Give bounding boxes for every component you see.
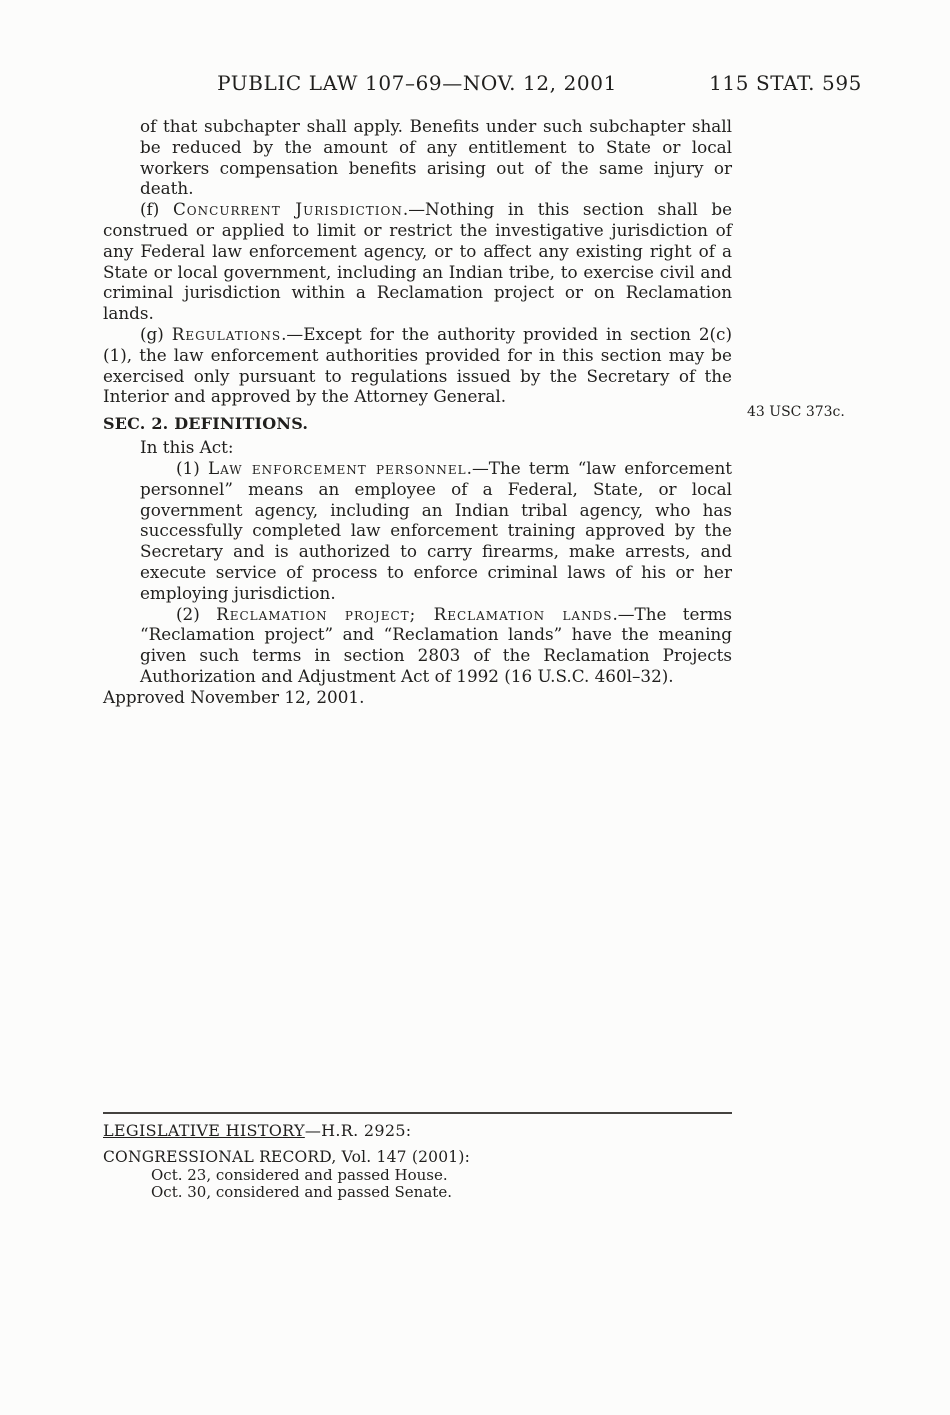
statute-body-column (103, 116, 732, 708)
stat-page-number: 115 STAT. 595 (709, 71, 862, 95)
congressional-record-line: CONGRESSIONAL RECORD, Vol. 147 (2001): (103, 1148, 471, 1166)
record-entry-senate: Oct. 30, considered and passed Senate. (151, 1182, 452, 1201)
act-intro-line: In this Act: (140, 437, 234, 458)
legislative-history-label: LEGISLATIVE HISTORY (103, 1121, 305, 1140)
legislative-history-rule (103, 1112, 732, 1114)
bill-number-label: —H.R. 2925: (304, 1121, 412, 1140)
legislative-history-heading (103, 1121, 732, 1140)
us-code-margin-note: 43 USC 373c. (747, 404, 845, 420)
record-entry-house: Oct. 23, considered and passed House. (151, 1166, 448, 1184)
paragraph-f-concurrent-jurisdiction: (f) Concurrent Jurisdiction.—Nothing in this section shall be construed or applied to limit or restrict the investigative jurisdiction of any Federal law enforcement agency, or to affect any existing right of a State or local government, including an Indian tribe, to exercise civil and criminal jurisdiction within a Reclamation project or on Reclamation lands. (103, 199, 733, 324)
section-2-heading: SEC. 2. DEFINITIONS. (103, 414, 309, 434)
definition-1-law-enforcement-personnel: (1) Law enforcement personnel.—The term “law enforcement personnel” means an employee of a Federal, State, or local government agency, including an Indian tribal agency, who has successfully completed law enforcement training approved by the Secretary and is authorized to carry firearms, make arrests, and execute service of process to enforce criminal laws of his or her employing jurisdiction. (140, 457, 733, 603)
approved-date-line: Approved November 12, 2001. (103, 686, 365, 707)
paragraph-subsection-continuation: of that subchapter shall apply. Benefits under such subchapter shall be reduced by the amount of any entitlement to State or local workers compensation benefits arising out of the same injury or death. (140, 116, 732, 199)
running-head-title: PUBLIC LAW 107–69—NOV. 12, 2001 (217, 71, 617, 95)
legislative-history-block (103, 1112, 732, 1200)
definition-2-reclamation-project-lands: (2) Reclamation project; Reclamation lands.—The terms “Reclamation project” and “Reclamation lands” have the meaning given such terms in section 2803 of the Reclamation Projects Authorization and Adjustment Act of 1992 (16 U.S.C. 460l–32). (140, 603, 732, 686)
paragraph-g-regulations: (g) Regulations.—Except for the authority provided in section 2(c)(1), the law enforcement authorities provided for in this section may be exercised only pursuant to regulations issued by the Secretary of the Interior and approved by the Attorney General. (103, 323, 732, 407)
